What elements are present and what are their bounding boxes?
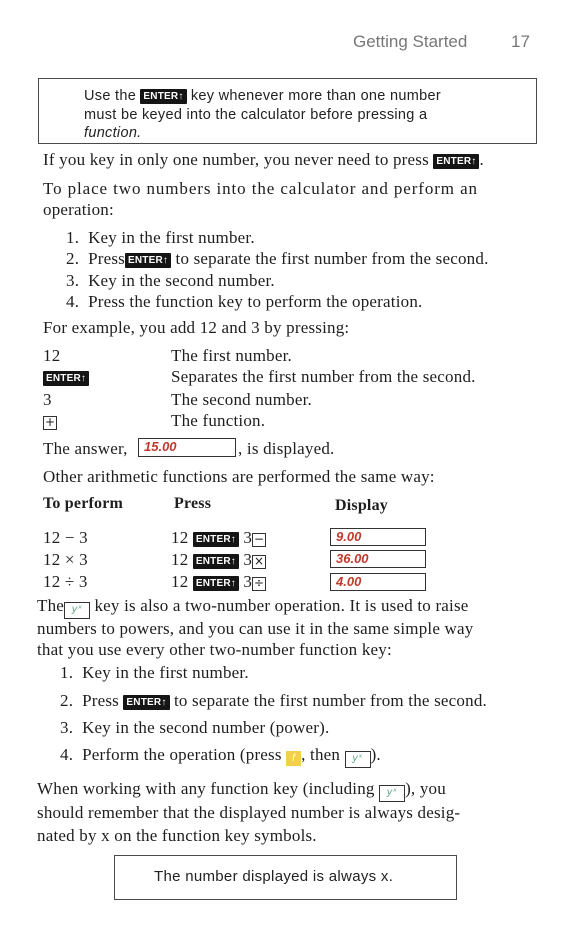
table-row1-press: 12 ENTER↑ 3 − bbox=[171, 528, 265, 547]
example-row4-left bbox=[43, 413, 57, 431]
enter-key-icon: ENTER↑ bbox=[193, 576, 239, 591]
example-row3-left: 3 bbox=[43, 390, 52, 409]
step2-3: 3. Key in the second number (power). bbox=[60, 718, 330, 737]
table-row3-press: 12 ENTER↑ 3 ÷ bbox=[171, 572, 265, 591]
step2-1: 1. Key in the first number. bbox=[60, 663, 249, 682]
f-key-icon: f bbox=[286, 751, 301, 766]
enter-key-icon: ENTER↑ bbox=[193, 532, 239, 547]
yx-key-icon: yˣ bbox=[379, 785, 405, 802]
enter-key-icon: ENTER↑ bbox=[43, 371, 89, 386]
table-header-display: Display bbox=[335, 497, 388, 514]
divide-key-icon: ÷ bbox=[253, 576, 265, 590]
step1-1: 1. Key in the first number. bbox=[66, 228, 255, 247]
step1-2: 2. Press ENTER↑ to separate the first number from the second. bbox=[66, 249, 489, 268]
plus-key-icon: + bbox=[44, 415, 56, 429]
step1-4: 4. Press the function key to perform the operation. bbox=[66, 292, 423, 311]
note-top-line2: must be keyed into the calculator before pressing a bbox=[84, 107, 428, 123]
minus-key-icon: − bbox=[253, 532, 265, 546]
table-row3-perform: 12 ÷ 3 bbox=[43, 572, 88, 591]
table-row3-display: 4.00 bbox=[330, 573, 426, 591]
enter-key-icon: ENTER↑ bbox=[140, 89, 186, 104]
when-para-line2: should remember that the displayed number is always desig- bbox=[37, 803, 461, 822]
example-row1-left: 12 bbox=[43, 346, 61, 365]
section-title: Getting Started bbox=[353, 32, 468, 51]
when-para-line3: nated by x on the function key symbols. bbox=[37, 826, 317, 845]
note-bottom-text: The number displayed is always x. bbox=[154, 868, 394, 885]
enter-key-icon: ENTER↑ bbox=[123, 695, 169, 710]
table-row2-display: 36.00 bbox=[330, 550, 426, 568]
when-para-line1: When working with any function key (including yˣ ), you bbox=[37, 779, 446, 802]
para-single-number: If you key in only one number, you never need to press ENTER↑ . bbox=[43, 150, 484, 169]
yx-key-icon: yˣ bbox=[345, 751, 371, 768]
page-number: 17 bbox=[511, 32, 530, 51]
example-row2-right: Separates the first number from the second. bbox=[171, 367, 476, 386]
yx-para-line2: numbers to powers, and you can use it in the same simple way bbox=[37, 619, 474, 638]
para-place-two-line1: To place two numbers into the calculator and perform an bbox=[43, 179, 478, 198]
step2-2: 2. Press ENTER↑ to separate the first number from the second. bbox=[60, 691, 487, 710]
example-row4-right: The function. bbox=[171, 411, 266, 430]
enter-key-icon: ENTER↑ bbox=[193, 554, 239, 569]
yx-para-line1: The yˣ key is also a two-number operation. It is used to raise bbox=[37, 596, 469, 619]
yx-key-icon: yˣ bbox=[64, 602, 90, 619]
other-funcs: Other arithmetic functions are performed the same way: bbox=[43, 467, 435, 486]
example-row3-right: The second number. bbox=[171, 390, 312, 409]
times-key-icon: × bbox=[253, 554, 265, 568]
table-row1-perform: 12 − 3 bbox=[43, 528, 88, 547]
table-header-perform: To perform bbox=[43, 495, 124, 512]
note-top-line3: function. bbox=[84, 125, 142, 141]
answer-post: , is displayed. bbox=[238, 439, 335, 458]
step2-4: 4. Perform the operation (press f , then yˣ ). bbox=[60, 745, 381, 768]
enter-key-icon: ENTER↑ bbox=[125, 253, 171, 268]
yx-para-line3: that you use every other two-number function key: bbox=[37, 640, 392, 659]
example-row1-right: The first number. bbox=[171, 346, 292, 365]
enter-key-icon: ENTER↑ bbox=[433, 154, 479, 169]
para-place-two-line2: operation: bbox=[43, 200, 114, 219]
answer-pre: The answer, bbox=[43, 439, 128, 458]
step1-3: 3. Key in the second number. bbox=[66, 271, 275, 290]
table-row2-perform: 12 × 3 bbox=[43, 550, 88, 569]
example-intro: For example, you add 12 and 3 by pressing: bbox=[43, 318, 350, 337]
table-row2-press: 12 ENTER↑ 3 × bbox=[171, 550, 265, 569]
note-top-line1: Use the ENTER↑ key whenever more than one number bbox=[84, 88, 441, 104]
table-header-press: Press bbox=[174, 495, 212, 512]
example-row2-left bbox=[43, 369, 89, 387]
answer-display: 15.00 bbox=[138, 438, 236, 457]
table-row1-display: 9.00 bbox=[330, 528, 426, 546]
